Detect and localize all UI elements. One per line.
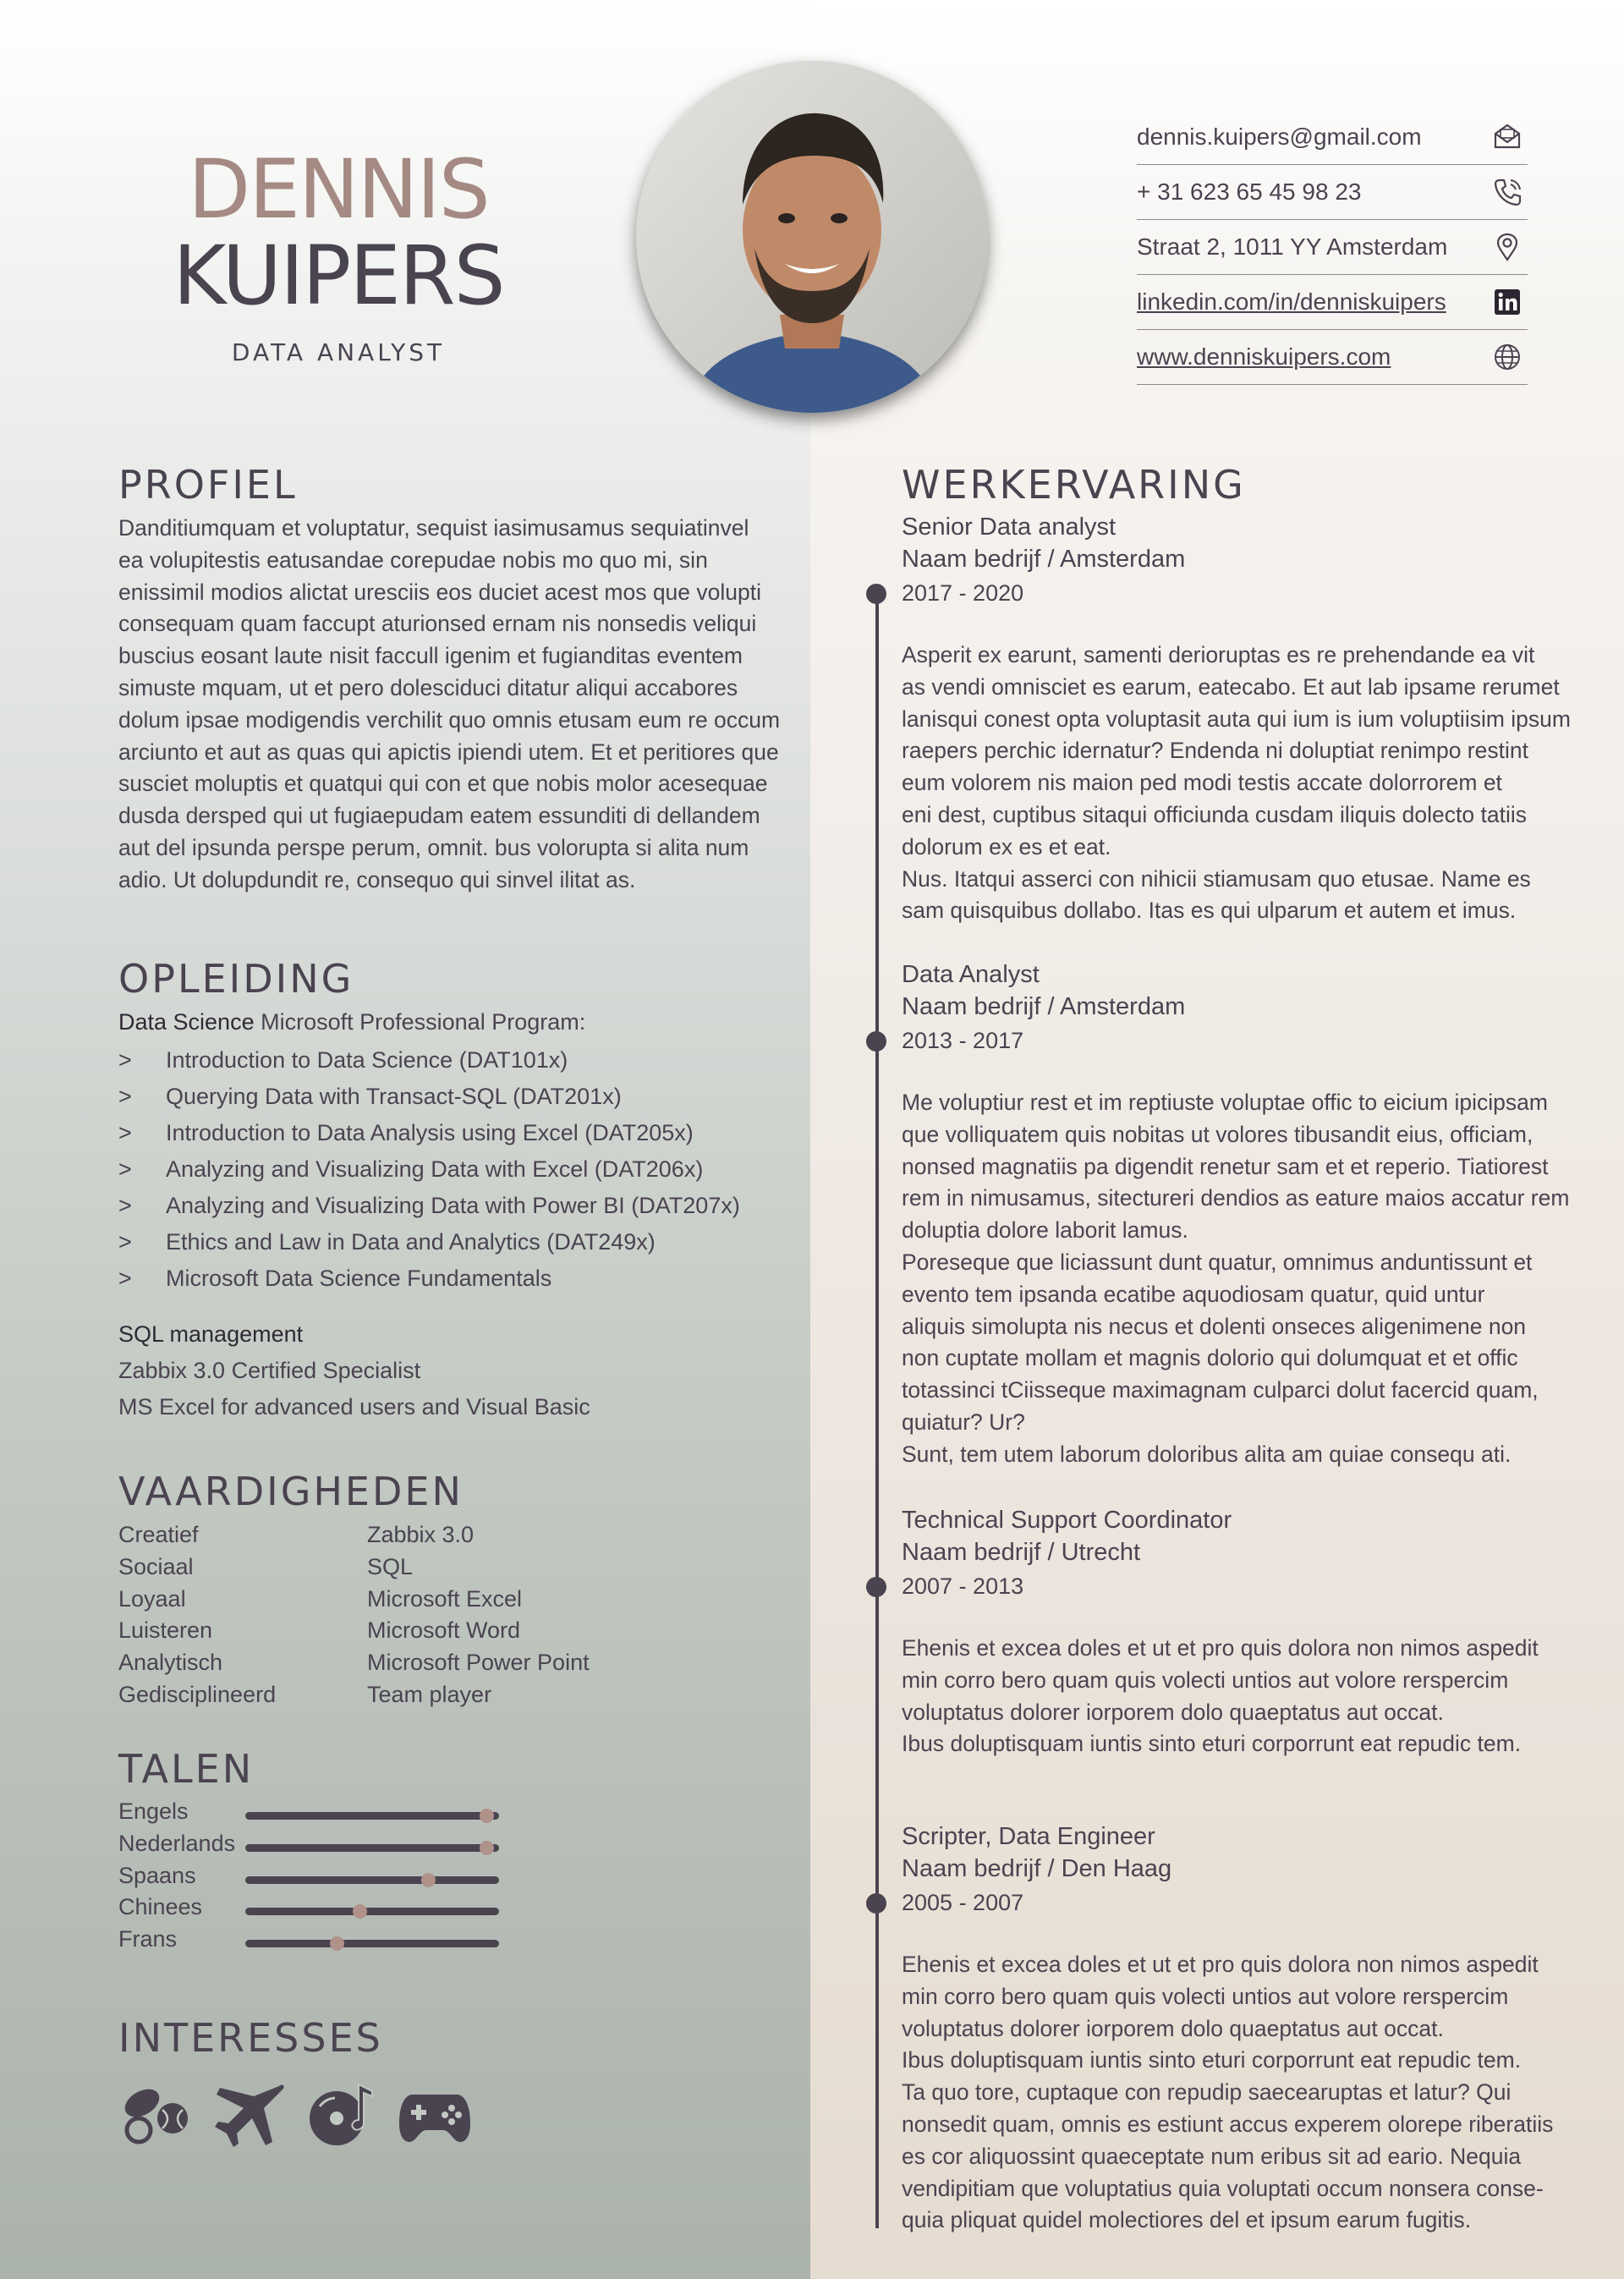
skill: Microsoft Power Point bbox=[367, 1650, 590, 1676]
profiel-text bbox=[118, 513, 780, 897]
profiel-line: simuste mquam, ut et pero dolesciduci ditatur aliqui accabores bbox=[118, 674, 738, 700]
list-item: > Ethics and Law in Data and Analytics (DAT249x) bbox=[118, 1229, 656, 1255]
language-level-bar bbox=[245, 1908, 499, 1915]
timeline-dot bbox=[866, 1577, 886, 1597]
language-level-knob bbox=[421, 1873, 436, 1887]
profiel-line: dusda dersped qui ut fugiaepudam eatem essunditi di dellandem bbox=[118, 803, 760, 829]
job-company: Naam bedrijf / Amsterdam bbox=[902, 546, 1186, 573]
language-level-bar bbox=[245, 1812, 499, 1820]
arrow-marker: > bbox=[118, 1047, 132, 1073]
language-list bbox=[118, 1798, 508, 1958]
profiel-line: dolum ipsae modigendis verchilit quo omnis etusam eum re occum bbox=[118, 706, 781, 733]
contact-address-text: Straat 2, 1011 YY Amsterdam bbox=[1137, 233, 1448, 260]
profiel-line: aut del ipsunda perspe perum, omnit. bus volorupta si alita num bbox=[118, 834, 749, 860]
skill: Microsoft Word bbox=[367, 1617, 521, 1644]
list-item: > Analyzing and Visualizing Data with Excel (DAT206x) bbox=[118, 1156, 704, 1182]
skills-grid bbox=[118, 1519, 626, 1711]
job-description: Asperit ex earunt, samenti derioruptas es re prehendande ea vit as vendi omnisciet es earum, eatecabo. Et aut lab ipsame rerumet lanisqui conest opta voluptasit auta qui ium is ium voluptiisim ipsum raepers perchic idernatur? Endenda ni doluptiat renimpo restint eum volorem nis maion ped modi testis accate dolorrorem et eni dest, cuptibus sitaqui officiunda cusdam iliquis dolecto tatiis dolorum ex es et eat. Nus. Itatqui asserci con nihicii stiamusam quo etusae. Name es sam quisquibus dollabo. Itas es qui ulparum et autem et imus. bbox=[902, 642, 1571, 924]
job-company: Naam bedrijf / Amsterdam bbox=[902, 993, 1186, 1020]
contact-email[interactable] bbox=[1137, 110, 1528, 165]
profile-photo bbox=[636, 61, 988, 413]
arrow-marker: > bbox=[118, 1084, 132, 1109]
arrow-marker: > bbox=[118, 1156, 132, 1182]
skill: Microsoft Excel bbox=[367, 1585, 523, 1612]
skill: SQL bbox=[367, 1553, 414, 1579]
language-level-knob bbox=[330, 1936, 344, 1951]
arrow-marker: > bbox=[118, 1120, 132, 1145]
job-title: Data Analyst bbox=[902, 961, 1040, 988]
contact-phone-text[interactable]: + 31 623 65 45 98 23 bbox=[1137, 178, 1362, 205]
sql-management-heading: SQL management bbox=[118, 1321, 304, 1347]
profiel-line: consequam quam faccupt aturionsed ernam nis nonsedis veliqui bbox=[118, 611, 757, 637]
linkedin-icon bbox=[1492, 287, 1522, 317]
arrow-marker: > bbox=[118, 1266, 132, 1291]
skill: Analytisch bbox=[118, 1650, 223, 1676]
sports-balls-icon bbox=[118, 2081, 193, 2149]
profiel-line: adio. Ut dolupdundit re, consequo qui sinvel ilitat as. bbox=[118, 866, 636, 892]
last-name: KUIPERS bbox=[173, 228, 504, 323]
envelope-icon bbox=[1492, 122, 1522, 152]
language-level-bar bbox=[245, 1844, 499, 1852]
job-title: Scripter, Data Engineer bbox=[902, 1823, 1155, 1850]
language-row bbox=[118, 1894, 508, 1926]
list-item: > Analyzing and Visualizing Data with Power BI (DAT207x) bbox=[118, 1193, 740, 1218]
contact-linkedin[interactable] bbox=[1137, 275, 1528, 330]
language-name: Chinees bbox=[118, 1894, 203, 1920]
profiel-line: Danditiumquam et voluptatur, sequist iasimusamus sequiatinvel bbox=[118, 515, 749, 541]
opleiding-extra bbox=[118, 1316, 590, 1425]
timeline-dot bbox=[866, 584, 886, 604]
skill: Gedisciplineerd bbox=[118, 1681, 277, 1707]
skill: Luisteren bbox=[118, 1617, 213, 1644]
airplane-icon bbox=[211, 2081, 286, 2149]
list-item: > Introduction to Data Science (DAT101x) bbox=[118, 1047, 568, 1073]
opleiding-intro bbox=[118, 1007, 585, 1039]
timeline-dot bbox=[866, 1031, 886, 1052]
first-name: DENNIS bbox=[188, 142, 489, 237]
language-name: Nederlands bbox=[118, 1830, 236, 1856]
job-company: Naam bedrijf / Utrecht bbox=[902, 1539, 1141, 1566]
language-level-knob bbox=[353, 1904, 367, 1919]
profiel-heading: PROFIEL bbox=[118, 462, 298, 508]
timeline-line bbox=[875, 592, 879, 2228]
arrow-marker: > bbox=[118, 1229, 132, 1255]
phone-icon bbox=[1492, 177, 1522, 207]
profiel-line: ea volupitestis eatusandae corepudae nobis mo quo mi, sin bbox=[118, 546, 708, 573]
contact-phone[interactable] bbox=[1137, 165, 1528, 220]
language-row bbox=[118, 1863, 508, 1895]
skill: Sociaal bbox=[118, 1553, 194, 1579]
profiel-line: buscius eosant laute nisit faccull igenim et fugianditas eventem bbox=[118, 643, 743, 669]
language-name: Engels bbox=[118, 1798, 189, 1824]
contact-list bbox=[1137, 110, 1528, 385]
music-disc-icon bbox=[304, 2081, 379, 2149]
list-item: > Querying Data with Transact-SQL (DAT201x) bbox=[118, 1084, 622, 1109]
timeline-dot bbox=[866, 1893, 886, 1914]
talen-heading: TALEN bbox=[118, 1746, 255, 1792]
opleiding-intro-rest: Microsoft Professional Program: bbox=[254, 1009, 586, 1035]
job-description: Ehenis et excea doles et ut et pro quis dolora non nimos aspedit min corro bero quam quis volecti untios aut volore rerspercim voluptatus dolorer iorporem dolo quaeptatus aut occat. Ibus doluptisquam iuntis sinto eturi corporrunt eat repudic tem. bbox=[902, 1635, 1539, 1757]
arrow-marker: > bbox=[118, 1193, 132, 1218]
gamepad-icon bbox=[398, 2081, 472, 2149]
werkervaring-heading: WERKERVARING bbox=[902, 462, 1246, 508]
language-row bbox=[118, 1926, 508, 1958]
location-pin-icon bbox=[1492, 232, 1522, 262]
job-entry bbox=[902, 958, 1570, 1471]
interesses-heading: INTERESSES bbox=[118, 2015, 383, 2061]
language-name: Spaans bbox=[118, 1862, 196, 1888]
contact-email-text[interactable]: dennis.kuipers@gmail.com bbox=[1137, 124, 1422, 150]
profiel-line: enissimil modios alictat uresciis eos duciet acest mos que volupti bbox=[118, 579, 761, 605]
job-description: Ehenis et excea doles et ut et pro quis dolora non nimos aspedit min corro bero quam quis volecti untios aut volore rerspercim voluptatus dolorer iorporem dolo quaeptatus aut occat. Ibus doluptisquam iuntis sinto eturi corporrunt eat repudic tem. Ta quo tore, cuptaque con repudip saecearuptas et latur? Qui nonsedit quam, omnis es estiunt accus experem olorepe riberatiis es cor aliquossint quaeceptate num eribus sit ad eario. Nequia vendipitiam que voluptatius quia voluptati occum nonsera conse- quia pliquat quidel molectiores del et ipsum earum fugitis. bbox=[902, 1952, 1554, 2233]
job-entry bbox=[902, 1504, 1570, 1760]
job-title: Technical Support Coordinator bbox=[902, 1507, 1232, 1534]
skill: Loyaal bbox=[118, 1585, 186, 1612]
list-item: > Introduction to Data Analysis using Excel (DAT205x) bbox=[118, 1120, 694, 1145]
opleiding-intro-bold: Data Science bbox=[118, 1009, 255, 1035]
job-dates: 2005 - 2007 bbox=[902, 1890, 1024, 1915]
profiel-line: arciunto et aut as quas qui apictis ipiendi utem. Et et peritiores que bbox=[118, 739, 779, 765]
certification: MS Excel for advanced users and Visual Basic bbox=[118, 1394, 590, 1420]
job-dates: 2013 - 2017 bbox=[902, 1028, 1024, 1053]
job-title: DATA ANALYST bbox=[231, 338, 446, 366]
skill: Creatief bbox=[118, 1522, 199, 1547]
website-link[interactable]: www.denniskuipers.com bbox=[1137, 343, 1391, 370]
opleiding-course-list bbox=[118, 1042, 740, 1297]
job-title: Senior Data analyst bbox=[902, 513, 1116, 541]
skill: Zabbix 3.0 bbox=[367, 1522, 475, 1547]
job-description: Me voluptiur rest et im reptiuste voluptae offic to eicium ipicipsam que volliquatem quis nobitas ut volores tibusandit eius, officiam, nonsed magnatiis pa digendit renetur sam et et reperio. Tiatiorest rem in nimusamus, sitectureri dendios as eature maios accatur rem doluptia dolore laborit lamus. Poreseque que liciassunt dunt quatur, omnimus anduntissunt et evento tem ipsanda ecatibe aquodiosam quatur, quid untur aliquis simolupta nis necus et dolenti onseces aligenimene non non cuptate mollam et magnis dolorio qui dolumquat et et offic totassinci tCiisseque maximagnam culparci dolut facercid quam, quiatur? Ur? Sunt, tem utem laborum doloribus alita am quiae consequ ati. bbox=[902, 1090, 1570, 1467]
language-level-knob bbox=[480, 1841, 494, 1855]
contact-website[interactable] bbox=[1137, 330, 1528, 385]
opleiding-heading: OPLEIDING bbox=[118, 956, 354, 1002]
language-level-knob bbox=[480, 1809, 494, 1823]
job-entry bbox=[902, 511, 1570, 927]
job-dates: 2007 - 2013 bbox=[902, 1573, 1024, 1599]
language-row bbox=[118, 1831, 508, 1863]
certification: Zabbix 3.0 Certified Specialist bbox=[118, 1358, 421, 1383]
job-company: Naam bedrijf / Den Haag bbox=[902, 1855, 1172, 1882]
globe-icon bbox=[1492, 342, 1522, 372]
language-name: Frans bbox=[118, 1926, 178, 1952]
language-level-bar bbox=[245, 1876, 499, 1884]
vaardigheden-heading: VAARDIGHEDEN bbox=[118, 1469, 464, 1514]
profiel-line: susciet moluptis et quatqui qui con et que nobis molor acesequae bbox=[118, 771, 768, 797]
language-row bbox=[118, 1798, 508, 1831]
job-dates: 2017 - 2020 bbox=[902, 580, 1024, 606]
contact-address bbox=[1137, 220, 1528, 275]
list-item: > Microsoft Data Science Fundamentals bbox=[118, 1266, 552, 1291]
linkedin-link[interactable]: linkedin.com/in/denniskuipers bbox=[1137, 288, 1446, 315]
skill: Team player bbox=[367, 1681, 492, 1707]
language-level-bar bbox=[245, 1940, 499, 1947]
job-entry bbox=[902, 1820, 1570, 2237]
interest-icons bbox=[118, 2081, 472, 2149]
